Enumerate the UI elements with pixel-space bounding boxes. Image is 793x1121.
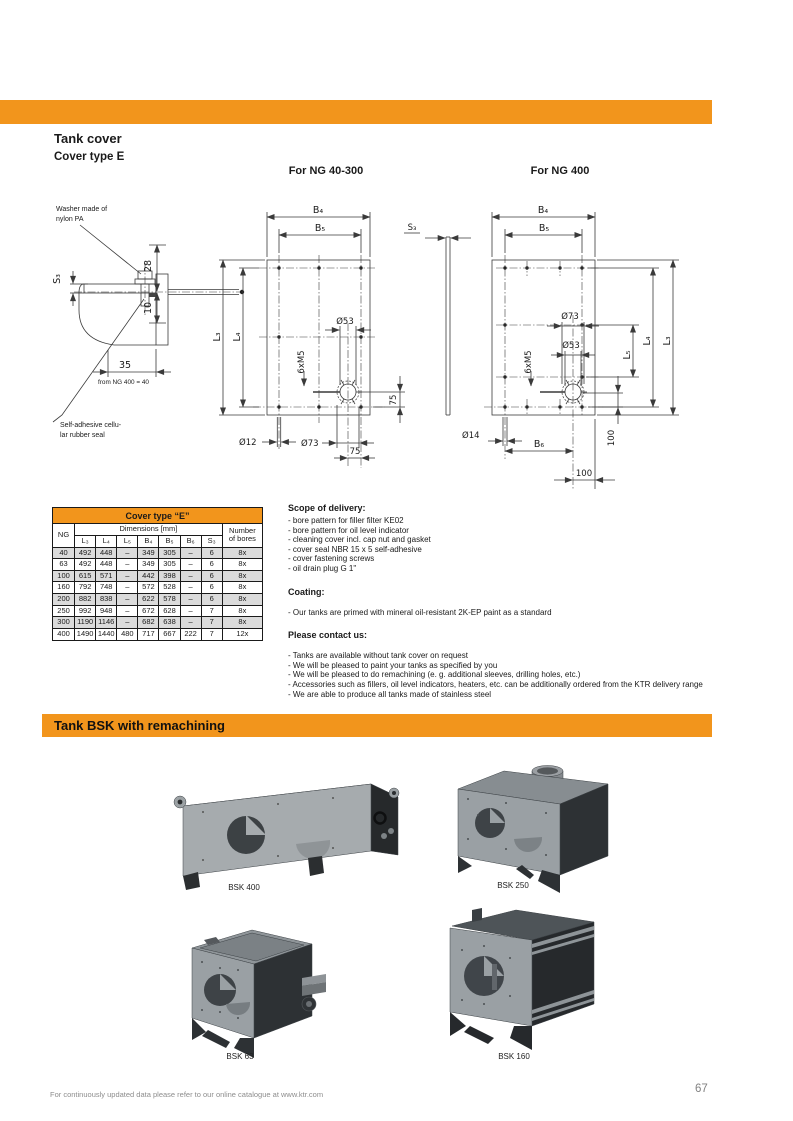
table-cell: 40 [53, 547, 75, 559]
spacer [288, 643, 708, 651]
table-row-ng100 [53, 570, 263, 582]
tank-foot [510, 1026, 532, 1050]
table-row-ng300 [53, 617, 263, 629]
tank-foot-brace [464, 1026, 494, 1044]
table-cell: – [117, 617, 138, 629]
scope-item: - bore pattern for filler filter KE02 [288, 516, 404, 525]
product-label-bsk63: BSK 63 [226, 1052, 254, 1061]
table-cell: – [180, 547, 201, 559]
table-cell: 6 [201, 582, 222, 594]
table-row-ng63 [53, 559, 263, 571]
cover-type-e-table [52, 507, 263, 641]
seal-note-line1: Self-adhesive cellu- [60, 422, 122, 429]
table-cell: 1190 [75, 617, 96, 629]
product-label-bsk160: BSK 160 [498, 1052, 530, 1061]
dim-label-b4: B₄ [537, 205, 549, 216]
table-cell: 571 [96, 570, 117, 582]
table-cell: 1490 [75, 628, 96, 640]
table-cell: 882 [75, 594, 96, 606]
bsk-section-banner [42, 714, 712, 737]
table-cell: 442 [138, 570, 159, 582]
table-cell: – [117, 570, 138, 582]
table-cell: 6 [201, 570, 222, 582]
bore-dots [503, 266, 583, 408]
table-cell: 622 [138, 594, 159, 606]
dim-label-d53: Ø53 [336, 317, 354, 327]
dim-label-75v: 75 [389, 394, 399, 406]
bores-header-line2: of bores [228, 534, 256, 544]
dim-label-b6: B₆ [533, 439, 545, 450]
top-fitting [472, 908, 482, 922]
note-from-ng400: from NG 400 = 40 [98, 379, 149, 386]
table-cell: 305 [159, 547, 180, 559]
table-title: Cover type “E” [53, 508, 263, 524]
lifting-lug-hole [392, 791, 396, 795]
contact-item: - We will be pleased to paint your tanks as specified by you [288, 660, 498, 670]
dim-label-d73: Ø73 [561, 312, 579, 322]
spigot-flange-hole [306, 1001, 312, 1007]
col-header-l3: L₃ [75, 535, 96, 547]
table-cell: 667 [159, 628, 180, 640]
table-cell: 8x [222, 582, 262, 594]
table-cell: 250 [53, 605, 75, 617]
spacer [288, 617, 708, 630]
table-cell: 8x [222, 570, 262, 582]
scope-item: - bore pattern for oil level indicator [288, 525, 409, 535]
table-cell: 792 [75, 582, 96, 594]
table-cell: – [180, 617, 201, 629]
product-label-bsk400: BSK 400 [228, 883, 260, 892]
table-cell: 448 [96, 559, 117, 571]
tank-wall-section [156, 274, 168, 345]
table-cell: 492 [75, 547, 96, 559]
washer-note-line2: nylon PA [56, 216, 84, 223]
table-cell: 638 [159, 617, 180, 629]
dim-label-75h: 75 [349, 447, 361, 457]
table-cell: 8x [222, 547, 262, 559]
tank-foot-brace [202, 1030, 230, 1048]
col-header-l5: L₅ [117, 535, 138, 547]
product-label-bsk250: BSK 250 [497, 881, 529, 890]
table-cell: 63 [53, 559, 75, 571]
table-cell: 8x [222, 559, 262, 571]
bore-dots [277, 266, 362, 408]
dim-label-d14: Ø14 [462, 431, 480, 441]
ng400-drawing [400, 195, 720, 505]
bsk63-illustration [176, 918, 331, 1056]
table-cell: – [117, 547, 138, 559]
centerlines [253, 255, 385, 468]
coating-title: Coating: [288, 586, 325, 597]
table-cell: – [180, 570, 201, 582]
bsk400-illustration [128, 760, 428, 882]
centerlines [484, 255, 605, 489]
contact-item: - Accessories such as fillers, oil level indicators, heaters, etc. can be additionally ordered from the KTR delivery range [288, 679, 703, 689]
table-cell: 672 [138, 605, 159, 617]
dim-label-l4: L₄ [642, 336, 653, 346]
tank-foot [450, 1012, 466, 1036]
cleaning-cover-hole [313, 380, 362, 404]
dim-label-s3: S₃ [52, 274, 63, 284]
dim-label-l3: L₃ [212, 332, 223, 342]
page-header [54, 131, 124, 163]
table-cell: 572 [138, 582, 159, 594]
table-cell: 528 [159, 582, 180, 594]
bsk160-illustration [432, 902, 612, 1052]
table-cell: 578 [159, 594, 180, 606]
end-fitting [388, 828, 394, 834]
dim-label-l4: L₄ [232, 332, 243, 342]
scope-of-delivery-title: Scope of delivery: [288, 503, 366, 513]
table-cell: – [180, 605, 201, 617]
table-cell: 682 [138, 617, 159, 629]
spacer [288, 574, 708, 587]
table-cell: – [180, 559, 201, 571]
seal-note-line2: lar rubber seal [60, 432, 105, 439]
col-header-ng: NG [53, 524, 75, 547]
dimension-lines [462, 205, 679, 489]
table-cell: 7 [201, 605, 222, 617]
side-view-s3 [404, 223, 471, 415]
col-header-dimensions: Dimensions [mm] [75, 524, 223, 536]
tank-front-face [183, 784, 371, 876]
dim-label-100v: 100 [607, 429, 617, 447]
contact-item: - Tanks are available without tank cover on request [288, 651, 468, 661]
dim-label-b4: B₄ [312, 205, 324, 216]
table-cell: – [117, 594, 138, 606]
table-cell: 748 [96, 582, 117, 594]
table-cell: – [117, 582, 138, 594]
dim-label-b5: B₅ [538, 223, 550, 234]
header-orange-bar [0, 100, 712, 124]
dim-label-6xm5: 6xM5 [297, 350, 307, 374]
contact-item: - We will be pleased to do remachining (e. g. additional sleeves, drilling holes, etc.) [288, 670, 581, 680]
col-header-b6: B₆ [180, 535, 201, 547]
bores-header-line1: Number [229, 525, 256, 535]
dim-label-35: 35 [118, 360, 132, 371]
table-cell: – [180, 582, 201, 594]
col-header-b5: B₅ [159, 535, 180, 547]
washer-leader-line [80, 225, 141, 274]
filler-cylinder-opening [537, 767, 558, 774]
table-row-ng250 [53, 605, 263, 617]
table-cell: 6 [201, 547, 222, 559]
rubber-seal [149, 293, 157, 297]
dim-label-s3: S₃ [407, 223, 417, 233]
table-cell: – [117, 559, 138, 571]
detail-dimensions [52, 245, 171, 386]
page-subtitle: Cover type E [54, 151, 125, 163]
coating-item: - Our tanks are primed with mineral oil-resistant 2K-EP paint as a standard [288, 607, 552, 617]
tank-foot [308, 856, 324, 876]
table-cell: 838 [96, 594, 117, 606]
table-cell: 8x [222, 617, 262, 629]
table-cell: 349 [138, 559, 159, 571]
col-header-b4: B₄ [138, 535, 159, 547]
table-cell: 200 [53, 594, 75, 606]
table-cell: 305 [159, 559, 180, 571]
dimension-lines [212, 205, 405, 458]
scope-item: - cover seal NBR 15 x 5 self-adhesive [288, 544, 422, 554]
table-cell: 7 [201, 617, 222, 629]
table-cell: 349 [138, 547, 159, 559]
table-cell: 12x [222, 628, 262, 640]
washer-note [56, 206, 141, 274]
table-row-ng160 [53, 582, 263, 594]
dim-label-10: 10 [143, 301, 154, 315]
dim-label-l5: L₅ [622, 350, 633, 360]
scope-item: - oil drain plug G 1" [288, 563, 357, 573]
table-cell: 948 [96, 605, 117, 617]
page-title: Tank cover [54, 131, 122, 146]
col-header-bores [222, 524, 262, 547]
table-cell: 160 [53, 582, 75, 594]
table-cell: 6 [201, 559, 222, 571]
table-cell: 300 [53, 617, 75, 629]
drawing-title-ng400: For NG 400 [530, 165, 590, 177]
tank-foot [458, 856, 472, 873]
dim-label-d12: Ø12 [239, 438, 257, 448]
scope-item: - cleaning cover incl. cap nut and gasket [288, 535, 431, 545]
table-cell: 717 [138, 628, 159, 640]
footer-note: For continuously updated data please refer to our online catalogue at www.ktr.com [50, 1090, 324, 1099]
cleaning-cover-hole [540, 380, 587, 404]
dim-label-d73: Ø73 [301, 439, 319, 449]
table-cell: 400 [53, 628, 75, 640]
lifting-lug-hole [178, 800, 183, 805]
dim-label-28: 28 [143, 259, 154, 273]
table-row-ng400 [53, 628, 263, 640]
dim-label-b5: B₅ [314, 223, 326, 234]
col-header-l4: L₄ [96, 535, 117, 547]
tank-front-face [458, 789, 560, 875]
table-cell: 628 [159, 605, 180, 617]
table-cell: 448 [96, 547, 117, 559]
table-cell: 492 [75, 559, 96, 571]
scope-item: - cover fastening screws [288, 554, 375, 564]
bsk250-illustration [438, 757, 643, 889]
end-fitting [381, 833, 387, 839]
dim-label-d53: Ø53 [562, 341, 580, 351]
table-cell: 615 [75, 570, 96, 582]
table-cell: 7 [201, 628, 222, 640]
info-block [288, 503, 708, 699]
table-cell: – [117, 605, 138, 617]
table-cell: – [180, 594, 201, 606]
dim-label-100h: 100 [575, 469, 593, 479]
table-cell: 1440 [96, 628, 117, 640]
contact-title: Please contact us: [288, 630, 368, 641]
contact-item: - We are able to produce all tanks made of stainless steel [288, 689, 492, 699]
page-number: 67 [695, 1083, 708, 1095]
table-cell: 398 [159, 570, 180, 582]
table-cell: 6 [201, 594, 222, 606]
table-cell: 8x [222, 594, 262, 606]
col-header-s3: S₃ [201, 535, 222, 547]
bsk-banner-title: Tank BSK with remachining [54, 718, 225, 733]
spacer [288, 600, 708, 608]
drawing-title-ng40-300: For NG 40-300 [288, 165, 364, 177]
table-cell: 8x [222, 605, 262, 617]
table-row-ng200 [53, 594, 263, 606]
slot-cutout [492, 964, 497, 990]
washer-note-line1: Washer made of [56, 206, 108, 213]
dim-label-l3: L₃ [662, 336, 673, 346]
dim-label-6xm5: 6xM5 [524, 350, 534, 374]
table-cell: 480 [117, 628, 138, 640]
table-cell: 1146 [96, 617, 117, 629]
table-cell: 992 [75, 605, 96, 617]
table-row-ng40 [53, 547, 263, 559]
table-cell: 100 [53, 570, 75, 582]
table-cell: 222 [180, 628, 201, 640]
